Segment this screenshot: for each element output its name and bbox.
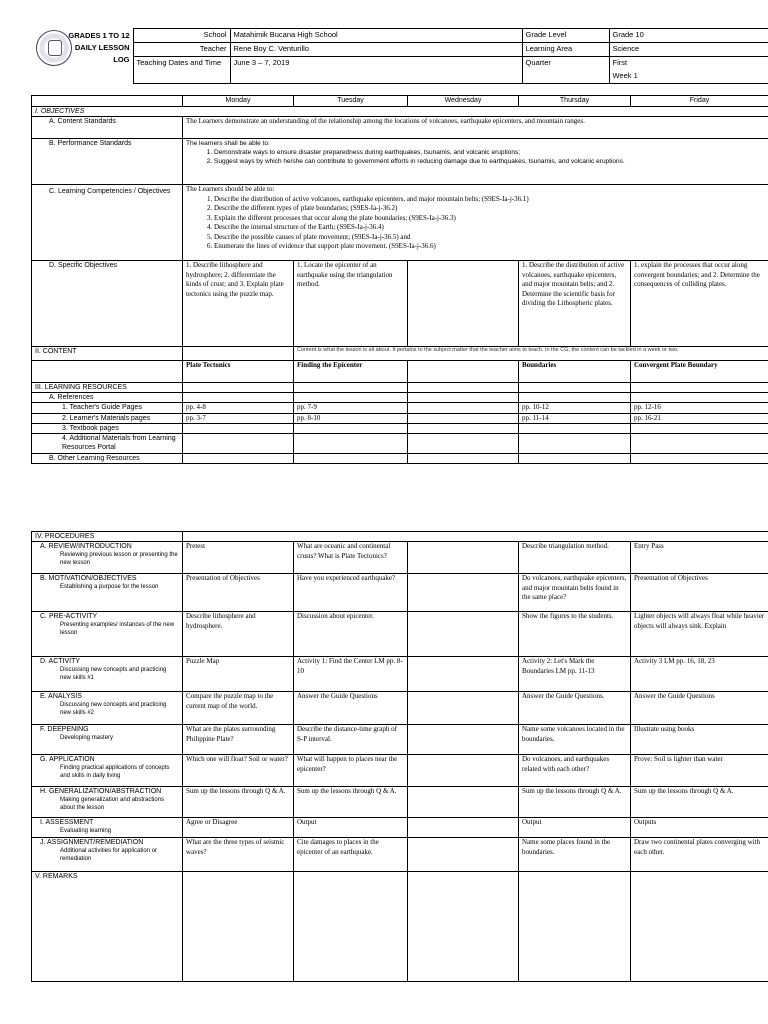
dll-title-line-1: GRADES 1 TO 12 [68,30,130,40]
procedure-tuesday-cell: Activity 1: Find the Center LM pp. 8-10 [294,657,408,692]
procedure-monday-cell: Agree or Disagree [183,818,294,838]
resource-row-label: 3. Textbook pages [32,424,183,434]
dates-label: Teaching Dates and Time [133,57,230,84]
other-resources-label: B. Other Learning Resources [32,454,183,464]
performance-item: 1. Demonstrate ways to ensure disaster preparedness during earthquakes, tsunamis, and volcanic eruptions; [214,148,765,157]
procedure-sublabel: Making generalization and abstractions about the lesson [60,797,165,811]
procedure-sublabel: Evaluating learning [60,828,112,834]
procedure-row [32,818,768,838]
procedure-friday-cell: Entry Pass [631,542,768,574]
procedure-thursday-cell: Show the figures to the students. [519,612,631,657]
content-monday: Plate Tectonics [183,361,294,383]
procedure-friday-cell: Activity 3 LM pp. 16, 18, 23 [631,657,768,692]
procedure-sublabel: Reviewing previous lesson or presenting the new lesson [60,552,178,566]
specific-objective-friday: 1. explain the processes that occur along convergent boundaries; and 2. Determine the consequences of colliding plates. [631,261,768,347]
procedure-thursday-cell: Describe triangulation method. [519,542,631,574]
section-remarks: V. REMARKS [32,872,183,982]
content-tuesday: Finding the Epicenter [294,361,408,383]
procedure-sublabel: Additional activities for application or remediation [60,848,158,862]
dll-title-line-3: LOG [113,54,130,64]
specific-objective-wednesday [408,261,519,347]
procedure-wednesday-cell [408,657,519,692]
procedure-thursday-cell: Answer the Guide Questions. [519,692,631,725]
header-table [31,28,768,84]
procedure-monday-cell: What are the plates surrounding Philippine Plate? [183,725,294,755]
procedure-tuesday-cell: What will happen to places near the epicenter? [294,755,408,787]
procedure-row [32,755,768,787]
procedure-label: G. APPLICATION [40,756,95,763]
quarter-label: Quarter [522,57,609,84]
procedure-label: F. DEEPENING [40,726,89,733]
procedure-sublabel: Developing mastery [60,735,114,741]
procedure-monday-cell: Presentation of Objectives [183,574,294,612]
section-learning-resources: III. LEARNING RESOURCES [32,383,183,393]
procedure-label: B. MOTIVATION/OBJECTIVES [40,575,137,582]
specific-objective-monday: 1. Describe lithosphere and hydrosphere; 2. differentiate the kinds of crust; and 3. Explain plate tectonics using the puzzle map. [183,261,294,347]
procedure-monday-cell: Sum up the lessons through Q & A. [183,787,294,818]
learning-area-value: Science [609,43,768,57]
content-friday: Convergent Plate Boundary [631,361,768,383]
procedure-thursday-cell: Activity 2: Let's Mark the Boundaries LM pp. 11-13 [519,657,631,692]
procedure-friday-cell: Illustrate using books [631,725,768,755]
procedure-tuesday-cell: Have you experienced earthquake? [294,574,408,612]
procedure-label: D. ACTIVITY [40,658,81,665]
procedure-thursday-cell: Do volcanoes, and earthquakes related with each other? [519,755,631,787]
procedure-label: C. PRE-ACTIVITY [40,613,98,620]
procedure-sublabel: Discussing new concepts and practicing new skills #2 [60,702,167,716]
competency-item: 1. Describe the distribution of active volcanoes, earthquake epicenters, and major mountain belts; (S9ES-Ia-j-36.1) [214,195,765,205]
procedure-row [32,612,768,657]
procedure-wednesday-cell [408,574,519,612]
procedure-wednesday-cell [408,838,519,872]
procedure-thursday-cell: Sum up the lessons through Q & A. [519,787,631,818]
procedure-thursday-cell: Do volcanoes, earthquake epicenters, and major mountain belts found in the same place? [519,574,631,612]
procedure-row [32,657,768,692]
day-header-tuesday: Tuesday [294,96,408,107]
procedure-label-cell [32,692,183,725]
competency-item: 3. Explain the different processes that occur along the plate boundaries; (S9ES-Ia-j-36.3) [214,214,765,224]
resource-cell [408,413,519,424]
section-procedures: IV. PROCEDURES [32,532,183,542]
procedure-friday-cell: Outputs [631,818,768,838]
procedure-label-cell [32,574,183,612]
week-value: Week 1 [609,70,768,84]
procedure-label: E. ANALYSIS [40,693,82,700]
procedure-wednesday-cell [408,818,519,838]
school-label: School [133,29,230,43]
procedure-thursday-cell: Name some volcanoes located in the boundaries. [519,725,631,755]
resource-cell: pp. 12-16 [631,403,768,414]
procedure-tuesday-cell: Answer the Guide Questions [294,692,408,725]
procedure-wednesday-cell [408,612,519,657]
procedure-monday-cell: Pretest [183,542,294,574]
section-content: II. CONTENT [32,347,183,361]
resource-row-label: 2. Learner's Materials pages [32,413,183,424]
procedure-monday-cell: Describe lithosphere and hydrosphere. [183,612,294,657]
procedures-table [31,531,768,982]
procedure-wednesday-cell [408,755,519,787]
procedure-wednesday-cell [408,542,519,574]
procedure-monday-cell: What are the three types of seismic waves? [183,838,294,872]
performance-item: 2. Suggest ways by which he/she can contribute to government efforts in reducing damage due to earthquakes, tsunamis, and volcanic eruptions. [214,157,765,166]
content-standards-text: The Learners demonstrate an understanding of the relationship among the locations of volcanoes, earthquake epicenters, and mountain ranges. [183,117,768,139]
content-standards-label: A. Content Standards [32,117,183,139]
procedure-tuesday-cell: Sum up the lessons through Q & A. [294,787,408,818]
resource-cell: pp. 16-21 [631,413,768,424]
procedure-label: J. ASSIGNMENT/REMEDIATION [40,839,144,846]
objectives-content-resources-table [31,95,768,464]
competency-item: 6. Enumerate the lines of evidence that support plate movement. (S9ES-Ia-j-36.6) [214,242,765,252]
teacher-value: Rene Boy C. Venturillo [230,43,522,57]
performance-intro: The learners shall be able to: [186,140,270,147]
competencies-label: C. Learning Competencies / Objectives [32,185,183,261]
resource-row-label: 4. Additional Materials from Learning Resources Portal [32,434,183,454]
procedure-wednesday-cell [408,787,519,818]
resource-row-label: 1. Teacher's Guide Pages [32,403,183,414]
procedure-label-cell [32,612,183,657]
content-wednesday [408,361,519,383]
resource-cell: pp. 11-14 [519,413,631,424]
quarter-value: First [609,57,768,71]
procedure-sublabel: Establishing a purpose for the lesson [60,584,159,590]
procedure-monday-cell: Which one will float? Soil or water? [183,755,294,787]
procedure-label-cell [32,755,183,787]
procedure-wednesday-cell [408,725,519,755]
procedure-tuesday-cell: Describe the distance-time graph of S-P interval. [294,725,408,755]
procedure-tuesday-cell: Discussion about epicenter. [294,612,408,657]
procedure-label-cell [32,542,183,574]
procedure-wednesday-cell [408,692,519,725]
procedure-tuesday-cell: What are oceanic and continental crusts? What is Plate Tectonics? [294,542,408,574]
procedure-thursday-cell: Name some places found in the boundaries. [519,838,631,872]
procedure-label: H. GENERALIZATION/ABSTRACTION [40,788,162,795]
procedure-friday-cell: Presentation of Objectives [631,574,768,612]
grade-level-label: Grade Level [522,29,609,43]
procedure-friday-cell: Sum up the lessons through Q & A. [631,787,768,818]
procedure-friday-cell: Prove: Soil is lighter than water [631,755,768,787]
resource-cell: pp. 10-12 [519,403,631,414]
procedure-sublabel: Discussing new concepts and practicing new skills #1 [60,667,167,681]
resource-cell: pp. 4-8 [183,403,294,414]
references-label: A. References [32,393,183,403]
resource-cell: pp. 3-7 [183,413,294,424]
competencies-intro: The Learners should be able to: [186,185,275,193]
procedure-label: A. REVIEW/INTRODUCTION [40,543,132,550]
day-header-friday: Friday [631,96,768,107]
procedure-label: I. ASSESSMENT [40,819,94,826]
resource-cell: pp. 8-10 [294,413,408,424]
procedure-row [32,725,768,755]
resource-cell: pp. 7-9 [294,403,408,414]
procedure-friday-cell: Lighter objects will always float while heavier objects will always sink. Explain [631,612,768,657]
procedure-label-cell [32,818,183,838]
specific-objectives-label: D. Specific Objectives [32,261,183,347]
dates-value: June 3 – 7, 2019 [230,57,522,84]
procedure-tuesday-cell: Cite damages to places in the epicenter of an earthquake. [294,838,408,872]
procedure-thursday-cell: Output [519,818,631,838]
specific-objective-tuesday: 1. Locate the epicenter of an earthquake using the triangulation method. [294,261,408,347]
procedure-row [32,692,768,725]
school-value: Matahimik Bucana High School [230,29,522,43]
procedure-monday-cell: Compare the puzzle map to the current map of the world. [183,692,294,725]
procedure-tuesday-cell: Output [294,818,408,838]
procedure-label-cell [32,657,183,692]
learning-area-label: Learning Area [522,43,609,57]
procedure-row [32,542,768,574]
content-note: Content is what the lesson is all about. It pertains to the subject matter that the teacher aims to teach. In the CG, the content can be tackled in a week or two. [294,347,768,361]
section-objectives: I. OBJECTIVES [32,107,768,117]
procedure-row [32,838,768,872]
grade-level-value: Grade 10 [609,29,768,43]
performance-standards-label: B. Performance Standards [32,139,183,185]
competency-item: 4. Describe the internal structure of the Earth; (S9ES-Ia-j-36.4) [214,223,765,233]
procedure-row [32,574,768,612]
procedure-sublabel: Finding practical applications of concepts and skills in daily living [60,765,170,779]
dll-title-line-2: DAILY LESSON [74,42,130,52]
procedure-sublabel: Presenting examples/ instances of the new lesson [60,622,175,636]
day-header-monday: Monday [183,96,294,107]
competency-item: 2. Describe the different types of plate boundaries; (S9ES-Ia-j-36.2) [214,204,765,214]
specific-objective-thursday: 1. Describe the distribution of active volcanoes, earthquake epicenters, and major mountain belts; and 2. Determine the scientific basis for dividing the Lithospheric plates. [519,261,631,347]
competency-item: 5. Describe the possible causes of plate movement; (S9ES-Ia-j-36.5) and [214,233,765,243]
day-header-thursday: Thursday [519,96,631,107]
procedure-monday-cell: Puzzle Map [183,657,294,692]
resource-cell [408,403,519,414]
procedure-label-cell [32,838,183,872]
day-header-wednesday: Wednesday [408,96,519,107]
procedure-friday-cell: Draw two continental plates converging with each other. [631,838,768,872]
procedure-label-cell [32,787,183,818]
procedure-friday-cell: Answer the Guide Questions [631,692,768,725]
content-thursday: Boundaries [519,361,631,383]
procedure-label-cell [32,725,183,755]
procedure-row [32,787,768,818]
teacher-label: Teacher [133,43,230,57]
